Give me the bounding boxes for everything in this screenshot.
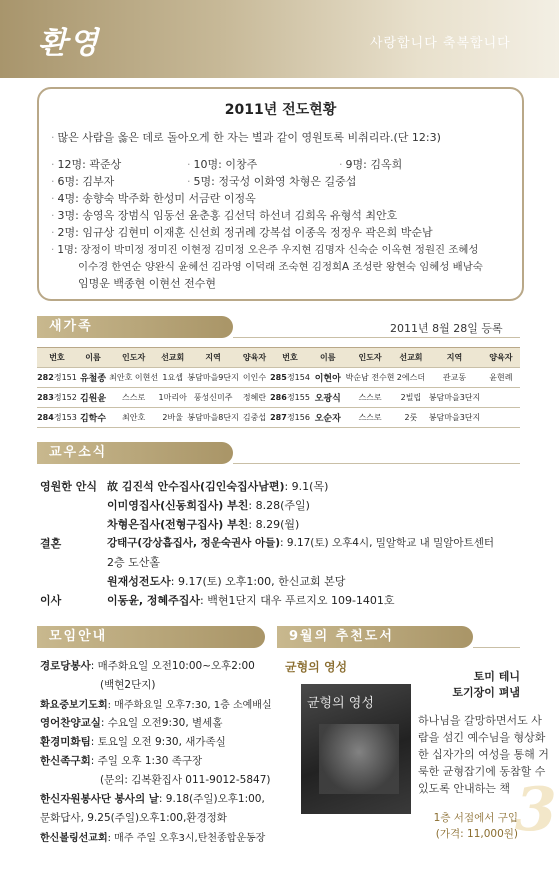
col-header: 양육자 — [239, 348, 270, 368]
table-header-row — [37, 348, 270, 368]
cell: 정혜란 — [239, 388, 270, 408]
evangelism-box — [37, 87, 524, 301]
book-author: 토미 테니 — [473, 670, 520, 683]
book-desc-line: 있도록 안내하는 책 — [418, 782, 511, 795]
cell: 정152 — [54, 388, 77, 408]
news-tab: 교우소식 — [37, 442, 233, 464]
cell: 이현아 — [310, 368, 346, 388]
col-header: 인도자 — [109, 348, 158, 368]
cell: 정151 — [54, 368, 77, 388]
evangelism-line: · 9명: 김옥희 — [339, 156, 402, 172]
news-text-rest: : 9.1(목) — [284, 480, 329, 493]
cell: 오광식 — [310, 388, 346, 408]
cell: 봉담마을3단지 — [427, 388, 481, 408]
cell — [482, 408, 520, 428]
news-label: 이사 — [40, 594, 62, 607]
meeting-detail: : 매주화요일 오후7:30, 1층 소예배실 — [107, 700, 272, 711]
col-header: 선교회 — [158, 348, 187, 368]
book-title: 균형의 영성 — [285, 660, 348, 674]
news-text-rest: : 9.17(토) 오후4시, 밀알학교 내 밀알아트센터 — [280, 537, 495, 549]
newfamily-date: 2011년 8월 28일 등록 — [390, 322, 503, 335]
news-row — [107, 554, 160, 570]
cell: 287 — [270, 408, 287, 428]
cell: 2룻 — [395, 408, 428, 428]
news-label: 결혼 — [40, 537, 62, 550]
book-cover-art — [319, 724, 399, 794]
news-text-rest: : 백현1단지 대우 푸르지오 109-1401호 — [200, 594, 395, 607]
cell: 김중섭 — [239, 408, 270, 428]
book-desc-line: 하나님을 갈망하면서도 사 — [418, 714, 542, 727]
news-row — [107, 573, 345, 589]
cell: 봉담마을8단지 — [187, 408, 239, 428]
cell: 스스로 — [346, 408, 395, 428]
table-row — [270, 408, 520, 428]
meeting-line — [40, 829, 265, 844]
book-desc-line: 룩한 균형잡기에 동참할 수 — [418, 765, 546, 778]
evangelism-line: 임명운 백종현 이현선 전수현 — [78, 277, 217, 290]
news-text-bold: 이동윤, 정혜주집사 — [107, 594, 201, 607]
meeting-line — [100, 677, 155, 692]
book-publisher: 토기장이 펴냄 — [452, 686, 520, 699]
col-header: 번호 — [37, 348, 77, 368]
meeting-detail: (백현2단지) — [100, 679, 156, 691]
book-cover-image — [301, 684, 411, 814]
cell: 박순남 전수현 — [346, 368, 395, 388]
cell: 2바울 — [158, 408, 187, 428]
cell: 286 — [270, 388, 287, 408]
col-header: 이름 — [310, 348, 346, 368]
col-header: 번호 — [270, 348, 310, 368]
news-text-bold: 차형은집사(전형구집사) 부친 — [107, 518, 249, 531]
col-header: 인도자 — [346, 348, 395, 368]
cell: 283 — [37, 388, 54, 408]
news-row — [107, 497, 310, 513]
news-text-rest: : 8.29(월) — [248, 518, 300, 531]
evangelism-line: · 1명: 장정이 박미정 정미진 이현정 김미정 오은주 우지현 김명자 신숙순 이옥현 정원진 조혜성 — [51, 241, 478, 256]
cell: 스스로 — [109, 388, 158, 408]
meeting-detail: : 9.18(주일)오후1:00, — [158, 793, 265, 805]
cell: 관교동 — [427, 368, 481, 388]
book-buy: 1층 서점에서 구입 — [433, 812, 518, 824]
meeting-line — [40, 791, 265, 806]
meeting-line — [40, 696, 272, 711]
meeting-detail: (문의: 김복환집사 011-9012-5847) — [100, 774, 271, 786]
meeting-name: 한신볼링선교회 — [40, 833, 108, 844]
evangelism-line: · 4명: 송향숙 박주화 한성미 서금란 이정옥 — [51, 190, 256, 206]
cell: 풍성신미주 — [187, 388, 239, 408]
table-row — [270, 368, 520, 388]
meeting-detail: 문화답사, 9.25(주일)오후1:00,환경정화 — [40, 812, 227, 824]
table-row — [37, 408, 270, 428]
cell: 봉담마을9단지 — [187, 368, 239, 388]
meeting-line — [40, 658, 255, 673]
newfamily-tab: 새가족 — [37, 316, 233, 338]
news-text-bold: 이미영집사(신동희집사) 부친 — [107, 499, 249, 512]
meeting-line — [100, 772, 270, 787]
cell: 정156 — [287, 408, 310, 428]
cell: 김원윤 — [77, 388, 109, 408]
cell — [482, 388, 520, 408]
cell: 284 — [37, 408, 54, 428]
table-row — [37, 388, 270, 408]
meeting-name: 화요중보기도회 — [40, 700, 108, 711]
divider — [473, 647, 520, 648]
book-price: (가격: 11,000원) — [435, 828, 518, 840]
table-row — [37, 368, 270, 388]
news-text — [107, 535, 494, 550]
evangelism-quote: · 많은 사람을 옳은 데로 돌아오게 한 자는 별과 같이 영원토록 비취리라.(단 12:3) — [51, 129, 441, 145]
news-text-bold: 故 김진석 안수집사(김인숙집사남편) — [107, 480, 285, 493]
news-text-bold: 강태구(강상흡집사, 정운숙권사 아들) — [107, 537, 281, 549]
news-text-rest: 2층 도산홀 — [107, 556, 160, 569]
col-header: 양육자 — [482, 348, 520, 368]
col-header: 지역 — [187, 348, 239, 368]
cell: 2에스더 — [395, 368, 428, 388]
news-text-rest: : 9.17(토) 오후1:00, 한신교회 본당 — [170, 575, 346, 588]
cell: 유철종 — [77, 368, 109, 388]
book-desc-line: 람을 섬긴 예수님을 형상화 — [418, 731, 546, 744]
cell: 최안호 — [109, 408, 158, 428]
meeting-detail: : 매주화요일 오전10:00~오후2:00 — [90, 660, 255, 672]
cell: 282 — [37, 368, 54, 388]
table-row — [270, 388, 520, 408]
newfamily-table-left — [37, 347, 270, 428]
book-desc-line: 한 십자가의 여성을 통해 거 — [418, 748, 549, 761]
col-header: 이름 — [77, 348, 109, 368]
news-text-rest: : 8.28(주일) — [248, 499, 310, 512]
page-number: 3 — [515, 775, 557, 845]
news-text-bold: 원재성전도사 — [107, 575, 171, 588]
evangelism-title: 2011년 전도현황 — [224, 102, 337, 118]
meetings-tab: 모임안내 — [37, 626, 265, 648]
col-header: 선교회 — [395, 348, 428, 368]
evangelism-line: · 12명: 곽준상 — [51, 156, 121, 172]
cell: 이인수 — [239, 368, 270, 388]
table-header-row — [270, 348, 520, 368]
meeting-detail: : 매주 주일 오후3시,탄천종합운동장 — [107, 833, 266, 844]
meeting-name: 한신족구회 — [40, 755, 91, 767]
meeting-line — [40, 810, 227, 825]
evangelism-line: · 6명: 김부자 — [51, 173, 114, 189]
meeting-detail: : 주일 오후 1:30 족구장 — [90, 755, 203, 767]
meeting-name: 한신자원봉사단 봉사의 날 — [40, 793, 159, 805]
meeting-line — [40, 734, 226, 749]
cell: 봉담마을3단지 — [427, 408, 481, 428]
book-tab: 9월의 추천도서 — [277, 626, 473, 648]
cell: 최안호 이현선 — [109, 368, 158, 388]
news-label: 영원한 안식 — [40, 480, 97, 493]
cell: 정153 — [54, 408, 77, 428]
cell: 윤현례 — [482, 368, 520, 388]
meeting-name: 영어찬양교실 — [40, 717, 101, 729]
evangelism-line: · 2명: 임규상 김현미 이재훈 신선희 정귀례 강복섭 이종옥 정정우 곽은희 박순남 — [51, 224, 433, 240]
news-row — [107, 516, 299, 532]
meeting-name: 환경미화팀 — [40, 736, 91, 748]
newfamily-table-right — [270, 347, 520, 428]
book-cover-title: 균형의 영성 — [307, 696, 374, 711]
header-subtitle: 사랑합니다 축복합니다 — [370, 36, 511, 51]
divider — [233, 337, 520, 338]
cell: 1마리아 — [158, 388, 187, 408]
divider — [233, 463, 520, 464]
cell: 1요셉 — [158, 368, 187, 388]
evangelism-line: · 10명: 이창주 — [187, 156, 257, 172]
meeting-name: 경로당봉사 — [40, 660, 91, 672]
news-text — [107, 478, 328, 494]
meeting-detail: : 수요일 오전9:30, 별세홀 — [100, 717, 223, 729]
col-header: 지역 — [427, 348, 481, 368]
cell: 정155 — [287, 388, 310, 408]
cell: 오순자 — [310, 408, 346, 428]
meeting-detail: : 토요일 오전 9:30, 새가족실 — [90, 736, 226, 748]
cell: 정154 — [287, 368, 310, 388]
cell: 285 — [270, 368, 287, 388]
evangelism-line: · 5명: 정국성 이화영 차형은 길중섭 — [187, 173, 356, 189]
evangelism-line: 이수경 한연순 양완식 윤혜선 김라영 이덕래 조숙현 김정희A 조성란 왕현숙 임혜성 배남숙 — [78, 261, 483, 273]
news-text — [107, 592, 395, 608]
meeting-line — [40, 715, 222, 730]
header-title: 환영 — [38, 26, 100, 61]
cell: 김학수 — [77, 408, 109, 428]
evangelism-line: · 3명: 송영옥 장범식 임동선 윤춘홍 김선덕 하선녀 김희옥 유형석 최안호 — [51, 207, 397, 223]
cell: 2빌립 — [395, 388, 428, 408]
cell: 스스로 — [346, 388, 395, 408]
meeting-line — [40, 753, 202, 768]
